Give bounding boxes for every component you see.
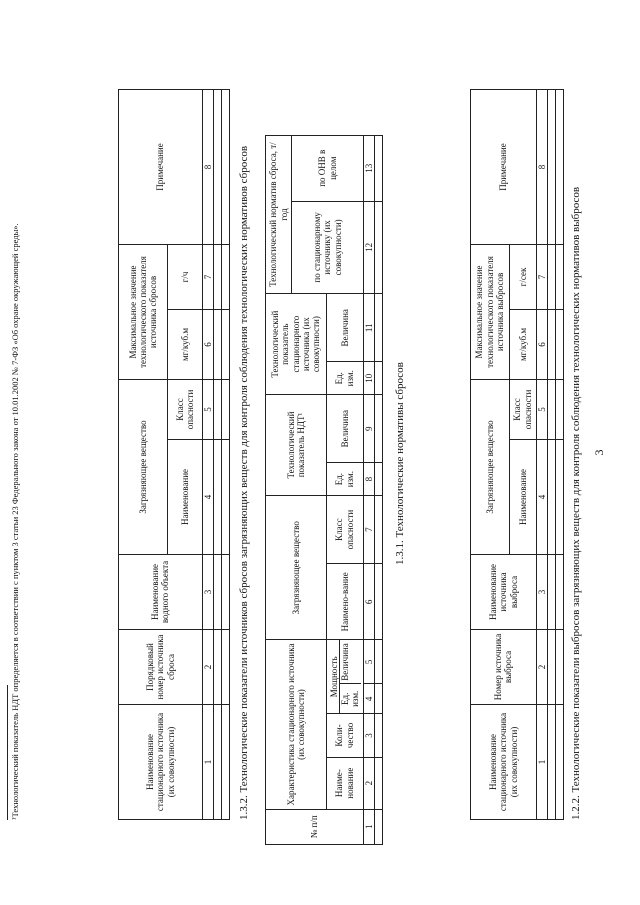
col-number: 7 — [536, 244, 547, 309]
col-number: 2 — [202, 630, 213, 705]
emissions-indicators-table — [470, 89, 564, 820]
col-number: 12 — [363, 201, 374, 294]
section-1-caption: 1.2.2. Технологические показатели выбросов загрязняющих веществ для контроля соблюдения технологических нормативов выбросов — [570, 186, 582, 820]
col-number: 5 — [202, 379, 213, 439]
col-number: 7 — [363, 495, 374, 563]
header-unit-gs: г/сек — [509, 244, 536, 309]
page-number: 3 — [592, 449, 606, 456]
header-pollutant: Загрязняющее вещество — [119, 379, 168, 554]
header-row-number: № п/п — [266, 809, 364, 844]
header-hazard-class: Класс опасности — [326, 495, 363, 563]
header-max-value: Максимальное значение технологического показателя источника сбросов — [119, 244, 168, 379]
header-source-number: Номер источника выброса — [471, 630, 537, 705]
discharge-indicators-table — [118, 89, 230, 820]
header-source-name: Наименование стационарного источника (их совокупности) — [119, 705, 203, 820]
section-2-subtitle: 1.3.1. Технологические нормативы сбросов — [394, 362, 406, 565]
col-number-split — [363, 640, 374, 714]
header-source-value: Величина — [326, 294, 363, 362]
footnote: ¹Технологический показатель НДТ определяется в соответствии с пунктом 3 статьи 23 Федерального закона от 10.01.2002 № 7-ФЗ «Об охране окружающей среды». — [10, 223, 20, 820]
col-number: 6 — [202, 309, 213, 379]
col-number: 3 — [363, 714, 374, 758]
col-number: 4 — [364, 683, 374, 713]
header-ndt-indicator: Технологический показатель НДТ¹ — [266, 395, 327, 496]
header-power-label: Мощность — [329, 641, 340, 714]
col-number: 5 — [536, 379, 547, 439]
header-source-unit: Ед. изм. — [326, 362, 363, 395]
header-source-indicator: Технологический показатель стационарного источника (их совокупности) — [266, 294, 327, 395]
col-number: 1 — [363, 809, 374, 844]
discharge-norms-table — [265, 135, 383, 845]
header-ndt-unit: Ед. изм. — [326, 463, 363, 496]
col-number: 4 — [202, 440, 213, 555]
col-number: 11 — [363, 294, 374, 362]
col-number: 3 — [202, 555, 213, 630]
header-pollutant-name: Наименование — [168, 440, 202, 555]
col-number: 13 — [363, 136, 374, 202]
header-hazard-class: Класс опасности — [509, 379, 536, 439]
col-number: 8 — [536, 89, 547, 244]
col-number: 4 — [536, 440, 547, 555]
header-pollutant: Загрязняющее вещество — [266, 495, 327, 640]
col-number: 1 — [202, 705, 213, 820]
col-number: 5 — [363, 659, 374, 665]
col-number: 10 — [363, 362, 374, 395]
section-3-caption: 1.3.2. Технологические показатели источников сбросов загрязняющих веществ для контроля соблюдения технологических нормативов сбросов — [238, 145, 250, 820]
col-number: 1 — [536, 705, 547, 820]
header-pollutant: Загрязняющее вещество — [471, 379, 510, 554]
header-unit-mg: мг/куб.м — [168, 309, 202, 379]
col-number: 6 — [536, 309, 547, 379]
col-number: 8 — [363, 463, 374, 496]
header-by-onv: по ОНВ в целом — [292, 136, 363, 202]
header-power-unit: Ед. изм. — [340, 683, 361, 713]
col-number: 9 — [363, 395, 374, 463]
header-power — [326, 640, 363, 714]
header-pollutant-name: Наимено-вание — [326, 564, 363, 640]
footnote-separator — [7, 685, 8, 820]
header-water-body: Наименование водного объекта — [119, 555, 203, 630]
header-pollutant-name: Наименование — [509, 440, 536, 555]
col-number: 7 — [202, 244, 213, 309]
header-ndt-value: Величина — [326, 395, 363, 463]
col-number: 2 — [363, 757, 374, 809]
header-note: Примечание — [119, 89, 203, 244]
header-discharge-norm: Технологический норматив сброса, т/год — [266, 136, 292, 294]
header-power-value: Величина — [340, 643, 351, 681]
header-source-name: Наименование стационарного источника (их совокупности) — [471, 705, 537, 820]
header-source-title: Наименование источника выброса — [471, 555, 537, 630]
header-hazard-class: Класс опасности — [168, 379, 202, 439]
header-unit-mg: мг/куб.м — [509, 309, 536, 379]
header-source-characteristics: Характеристика стационарного источника (их совокупности) — [266, 640, 327, 809]
header-note: Примечание — [471, 89, 537, 244]
col-number: 2 — [536, 630, 547, 705]
col-number: 8 — [202, 89, 213, 244]
col-number: 3 — [536, 555, 547, 630]
header-count: Коли-чество — [326, 714, 363, 758]
header-max-value: Максимальное значение технологического показателя источника выбросов — [471, 244, 510, 379]
header-by-source: по стационарному источнику (их совокупности) — [292, 201, 363, 294]
header-discharge-number: Порядковый номер источника сброса — [119, 630, 203, 705]
header-name: Наиме-нование — [326, 757, 363, 809]
col-number: 6 — [363, 564, 374, 640]
header-unit-gh: г/ч — [168, 244, 202, 309]
